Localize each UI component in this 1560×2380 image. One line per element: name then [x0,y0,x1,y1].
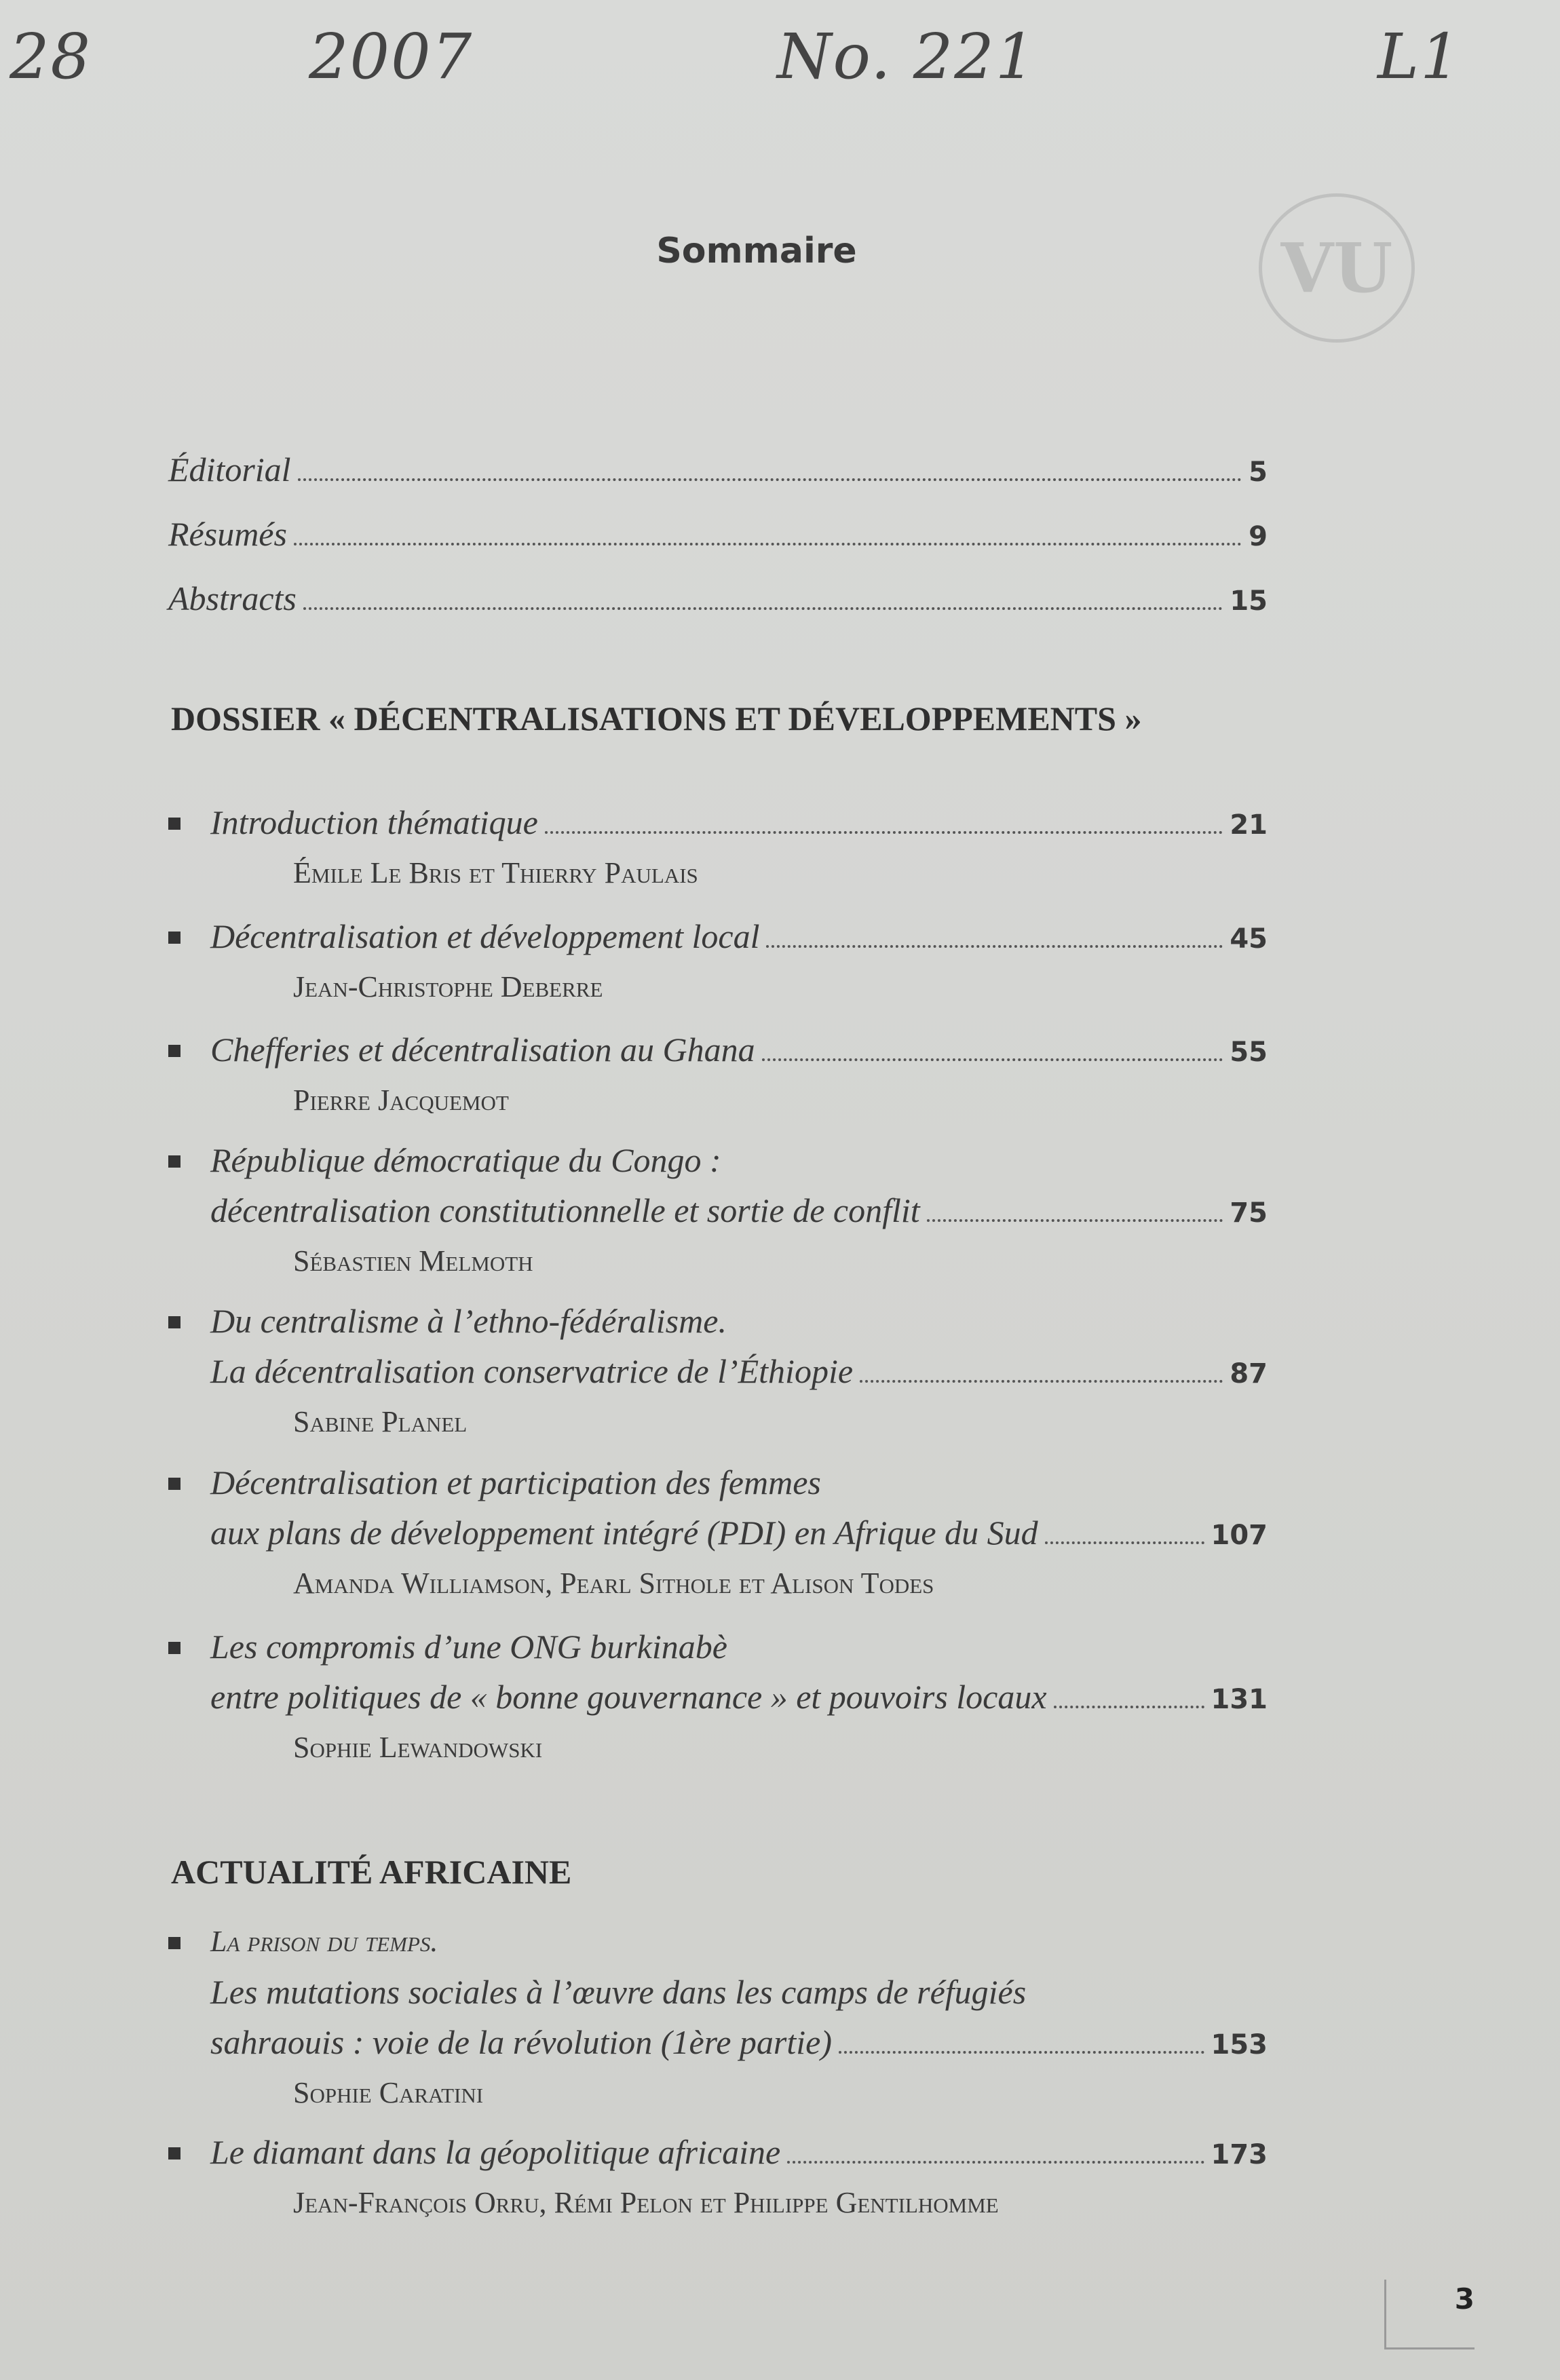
entry-title: Éditorial [168,450,291,488]
bullet-square-icon [168,1937,180,1949]
entry-title: Abstracts [168,579,297,617]
page-number: 15 [1230,586,1268,617]
toc-article[interactable] [210,2127,1268,2226]
page-number: 107 [1211,1520,1268,1551]
section-heading-dossier: DOSSIER « DÉCENTRALISATIONS ET DÉVELOPPEMENTS » [171,699,1142,737]
handwritten-number: 28 [9,20,92,93]
article-title-continued: sahraouis : voie de la révolution (1ère partie) [210,2023,833,2061]
bullet-square-icon [168,818,180,830]
leader-dots [839,2051,1204,2054]
page-number: 21 [1230,809,1268,841]
toc-article[interactable] [210,797,1268,896]
page-title: Sommaire [656,231,857,271]
bullet-square-icon [168,2147,180,2160]
article-authors: Sabine Planel [293,1405,468,1438]
toc-article[interactable] [210,1457,1268,1607]
bullet-square-icon [168,1316,180,1328]
page-number: 5 [1249,457,1268,488]
leader-dots [1045,1541,1204,1544]
leader-dots [1054,1706,1204,1708]
toc-entry-editorial[interactable] [168,444,1268,497]
leader-dots [927,1219,1223,1222]
article-title: République démocratique du Congo : [210,1141,721,1179]
article-title-continued: décentralisation constitutionnelle et sortie de conflit [210,1191,920,1229]
bullet-square-icon [168,1045,180,1057]
bullet-square-icon [168,1478,180,1490]
leader-dots [294,543,1242,545]
article-title-continued: aux plans de développement intégré (PDI) en Afrique du Sud [210,1514,1038,1552]
leader-dots [860,1380,1223,1383]
article-authors: Jean-François Orru, Rémi Pelon et Philippe Gentilhomme [293,2186,999,2219]
article-authors: Émile Le Bris et Thierry Paulais [293,856,698,889]
library-stamp: VU [1259,193,1415,343]
folio-page-number: 3 [1454,2282,1475,2316]
article-authors: Amanda Williamson, Pearl Sithole et Alison Todes [293,1567,934,1600]
article-title: Le diamant dans la géopolitique africaine [210,2133,781,2171]
handwritten-year: 2007 [309,20,474,93]
article-title: Du centralisme à l’ethno-fédéralisme. [210,1302,727,1340]
page-number: 45 [1230,923,1268,955]
article-authors: Sophie Caratini [293,2076,484,2109]
article-title: Les mutations sociales à l’œuvre dans les camps de réfugiés [210,1973,1027,2011]
toc-article[interactable] [210,1621,1268,1771]
toc-article[interactable] [210,1296,1268,1445]
toc-article[interactable] [210,1917,1268,2116]
entry-title: Résumés [168,515,287,553]
toc-article[interactable] [210,911,1268,1010]
page-number: 173 [1211,2139,1268,2170]
leader-dots [303,607,1223,610]
article-title: Les compromis d’une ONG burkinabè [210,1628,727,1666]
leader-dots [545,831,1223,834]
article-title-continued: La décentralisation conservatrice de l’Éthiopie [210,1352,854,1390]
article-title: Décentralisation et développement local [210,917,760,955]
article-title-continued: entre politiques de « bonne gouvernance » et pouvoirs locaux [210,1678,1047,1716]
article-kicker: La prison du temps. [210,1925,438,1958]
leader-dots [787,2161,1204,2164]
page-number: 75 [1230,1197,1268,1229]
handwritten-issue-number: No. 221 [777,20,1037,93]
folio-corner [1384,2280,1475,2349]
article-authors: Sébastien Melmoth [293,1244,533,1278]
toc-entry-resumes[interactable] [168,509,1268,562]
section-heading-actualite: ACTUALITÉ AFRICAINE [171,1853,572,1891]
page-number: 153 [1211,2029,1268,2060]
article-authors: Pierre Jacquemot [293,1083,509,1117]
bullet-square-icon [168,1155,180,1168]
article-authors: Jean-Christophe Deberre [293,970,603,1003]
handwritten-shelf-code: L1 [1377,20,1462,93]
toc-entry-abstracts[interactable] [168,573,1268,626]
bullet-square-icon [168,932,180,944]
page-number: 9 [1249,521,1268,552]
leader-dots [766,945,1223,948]
article-title: Chefferies et décentralisation au Ghana [210,1031,755,1069]
toc-article[interactable] [210,1024,1268,1124]
leader-dots [298,478,1242,481]
article-title: Introduction thématique [210,803,538,841]
article-authors: Sophie Lewandowski [293,1731,543,1764]
bullet-square-icon [168,1642,180,1654]
leader-dots [762,1058,1223,1061]
page-number: 87 [1230,1358,1268,1389]
page-number: 55 [1230,1037,1268,1068]
toc-article[interactable] [210,1135,1268,1284]
page-number: 131 [1211,1684,1268,1715]
article-title: Décentralisation et participation des femmes [210,1463,821,1501]
